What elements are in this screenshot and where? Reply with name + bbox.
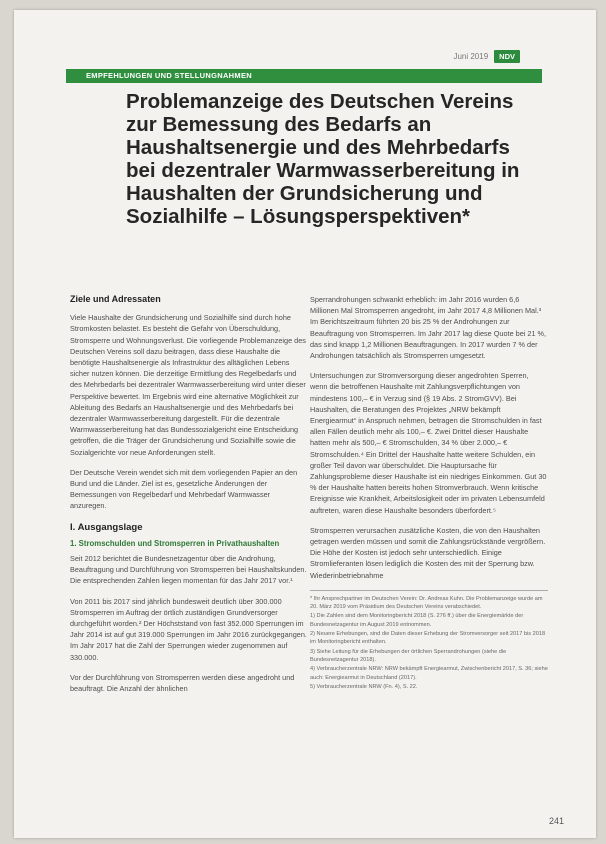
paragraph: Der Deutsche Verein wendet sich mit dem vorliegenden Papier an den Bund und die Länder. Ziel ist es, gesetzliche Änderungen der Bemessungen von Regelbedarf und Mehrbedarf Warmwasser anzuregen. <box>70 467 298 511</box>
paragraph: Seit 2012 berichtet die Bundesnetzagentur über die Androhung, Beauftragung und Durchführung von Stromsperren bei Haushaltskunden. Die entsprechenden Zahlen liegen momentan für das Jahr 2017 vor.¹ <box>70 554 307 586</box>
paragraph: Von 2011 bis 2017 sind jährlich bundesweit deutlich über 300.000 Stromsperren im Auftrag der örtlich zuständigen Grundversorger durchgeführt worden.² Der Höchststand von fast 352.000 Sperrungen im Jahr 2014 ist auf gut 319.000 Sperrungen im Jahr 2016 zurückgegangen. Im Jahr 2017 hat die Zahl der Sperrungen wieder zugenommen auf 330.000. <box>70 596 307 662</box>
footnote: 4) Verbraucherzentrale NRW: NRW bekämpft Energiearmut, Zwischenbericht 2017, S. 36; siehe auch: Energiearmut in Deutschland (2017). <box>310 666 548 681</box>
chapter-heading: I. Ausgangslage <box>70 521 143 533</box>
left-column <box>70 294 308 703</box>
footnote: 1) Die Zahlen sind dem Monitoringbericht 2018 (S. 276 ff.) über die Energiemärkte der Bundesnetzagentur im August 2019 entnommen. <box>310 613 524 628</box>
paragraph: Untersuchungen zur Stromversorgung dieser angedrohten Sperren, wenn die betroffenen Haushalte mit Zahlungsverpflichtungen von mindestens 100,– € in Verzug sind (§ 19 Abs. 2 StromGVV). Bei Haushalten, die Beratungen des Projektes „NRW bekämpft Energiearmut“ in Anspruch nehmen, betragen die Stromschulden in fast allen Fällen deutlich mehr als 100,– €. Zwei Drittel dieser Haushalte hatten mehr als 500,– € Stromschulden, 34 % über 2.000,– € Stromschulden.⁴ Ein Drittel der Haushalte hatte weitere Schulden, ein großer Teil davon war überschuldet. Die Hauptursache für Zahlungsprobleme dieser Haushalte ist ein niedriges Einkommen. Gut 30 % der Haushalte hatten bereits hohen Stromverbrauch. Wenn kritische Ereignisse wie Krankheit, Arbeitslosigkeit oder im privaten Lebensumfeld auftreten, waren diese Haushalte besonders überfordert.⁵ <box>310 371 547 515</box>
subsection-heading: 1. Stromschulden und Stromsperren in Privathaushalten <box>70 538 280 548</box>
section-heading-goals: Ziele und Adressaten <box>70 294 161 304</box>
right-column <box>310 294 548 692</box>
paragraph: Viele Haushalte der Grundsicherung und Sozialhilfe sind durch hohe Stromkosten belastet. Es besteht die Gefahr von Überschuldung, Stromsperre und Wohnungsverlust. Die vorliegende Problemanzeige des Deutschen Vereins soll dazu beitragen, dass diese Haushalte die benötigte Haushaltsenergie als Infrastruktur des alltäglichen Lebens sicher nutzen können. Die derzeitige Ermittlung des Regelbedarfs und des Mehrbedarfs bei dezentraler Warmwasserbereitung wird unter dieser Perspektive bewertet. Im Ergebnis wird eine alternative Möglichkeit zur Ableitung des Bedarfs an Haushaltsenergie und des Mehrbedarfs bei dezentraler Warmwasserbereitung dargestellt. Für die dezentrale Warmwasserbereitung hat das Bundessozialgericht eine Entscheidung getroffen, die die Träger der Grundsicherung und Sozialhilfe sowie die Sozialgerichte vor neue Anforderungen stellt. <box>70 313 306 457</box>
footnotes <box>310 590 548 691</box>
article-title: Problemanzeige des Deutschen Vereins zur Bemessung des Bedarfs an Haushaltsenergie und des Mehrbedarfs bei dezentraler Warmwasserbereitung in Haushalten der Grundsicherung und Sozialhilfe – Lösungsperspektiven* <box>126 90 520 228</box>
page-header <box>453 50 520 63</box>
footnote: 2) Neuere Erhebungen, sind die Daten dieser Erhebung der Stromversorger seit 2017 bis 2018 im Monitoringbericht enthalten. <box>310 631 546 646</box>
section-bar: EMPFEHLUNGEN UND STELLUNGNAHMEN <box>66 69 542 83</box>
ndv-badge: NDV <box>494 50 520 63</box>
footnote: 5) Verbraucherzentrale NRW (Fn. 4), S. 22. <box>310 683 418 690</box>
paragraph: Sperrandrohungen schwankt erheblich: im Jahr 2016 wurden 6,6 Millionen Mal Stromsperren angedroht, im Jahr 2017 4,8 Millionen Mal.³ Im Berichtszeitraum führten 20 bis 25 % der Androhungen zur Beauftragung von Stromsperren. Im Jahr 2017 lag diese Quote bei 21 %, das sind knapp 1,2 Millionen Beauftragungen. In 2017 wurden 7 % der Androhungen tatsächlich als Stromsperren umgesetzt. <box>310 295 547 361</box>
page-number: 241 <box>549 816 565 826</box>
paragraph: Stromsperren verursachen zusätzliche Kosten, die von den Haushalten getragen werden müssen und somit die Zahlungsrückstände vergrößern. Die Höhe der Kosten ist jedoch sehr unterschiedlich. Einige Stromlieferanten lösen lediglich die Kosten des mit der Sperrung bzw. Wiederinbetriebnahme <box>310 525 546 580</box>
issue-date: Juni 2019 <box>453 52 489 61</box>
footnote: 3) Siehe Leitung für die Erhebungen der örtlichen Sperrandrohungen (siehe die Bundesnetzagentur 2018). <box>310 648 507 663</box>
document-page <box>14 10 596 838</box>
paragraph: Vor der Durchführung von Stromsperren werden diese angedroht und beauftragt. Die Anzahl der ähnlichen <box>70 672 295 694</box>
footnote: * Ihr Ansprechpartner im Deutschen Verein: Dr. Andreas Kuhn. Die Problemanzeige wurde am 20. März 2019 vom Präsidium des Deutschen Vereins verabschiedet. <box>310 595 543 611</box>
